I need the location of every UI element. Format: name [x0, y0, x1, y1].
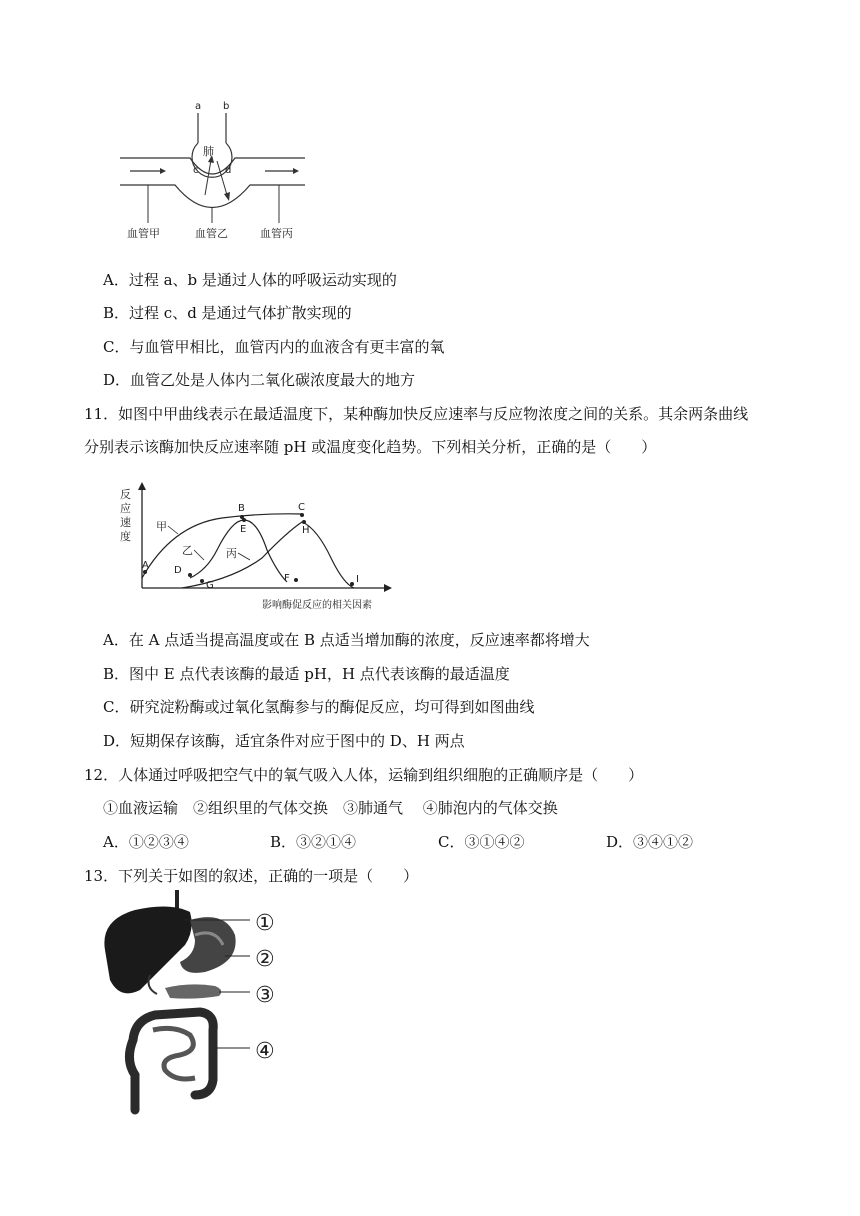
label-vessel-jia: 血管甲: [127, 227, 160, 240]
point-label-e: E: [240, 524, 247, 535]
enzyme-rate-graph: [112, 480, 402, 615]
marker-2: ②: [255, 947, 275, 972]
label-d: d: [225, 165, 232, 176]
point-label-b: B: [238, 503, 245, 514]
q12-options-row: [103, 832, 723, 852]
label-lung: 肺: [203, 145, 214, 158]
curve-label-yi: 乙: [182, 544, 193, 557]
marker-3: ③: [255, 983, 275, 1008]
curve-yi: [190, 520, 287, 582]
point-label-a: A: [142, 560, 149, 571]
point-d: [188, 573, 192, 577]
xlabel: 影响酶促反应的相关因素: [262, 600, 372, 611]
q12-option-c: C．③①④②: [438, 833, 525, 851]
lung-vessel-diagram: [115, 95, 315, 245]
point-i: [350, 582, 354, 586]
q11-stem-line1: 11．如图中甲曲线表示在最适温度下，某种酶加快反应速率与反应物浓度之间的关系。其余两条曲线: [84, 405, 749, 423]
point-label-i: I: [356, 574, 359, 585]
q12-option-d: D．③④①②: [606, 833, 694, 851]
q11-option-d: D．短期保存该酶，适宜条件对应于图中的 D、H 两点: [103, 732, 465, 750]
marker-1: ①: [255, 911, 275, 936]
small-intestine: [153, 1028, 195, 1079]
ylabel-char-4: 度: [120, 530, 131, 543]
label-b: b: [223, 101, 230, 112]
point-label-d: D: [174, 565, 182, 576]
point-label-h: H: [302, 525, 310, 536]
point-e: [242, 518, 246, 522]
point-f: [294, 578, 298, 582]
label-c: c: [193, 165, 199, 176]
q10-option-d: D．血管乙处是人体内二氧化碳浓度最大的地方: [103, 371, 416, 389]
q10-option-c: C．与血管甲相比，血管丙内的血液含有更丰富的氧: [103, 338, 445, 356]
point-g: [200, 579, 204, 583]
q10-option-b: B．过程 c、d 是通过气体扩散实现的: [103, 304, 352, 322]
q10-option-a: A．过程 a、b 是通过人体的呼吸运动实现的: [103, 271, 397, 289]
q12-option-a: A．①②③④: [103, 833, 189, 851]
curve-label-bing: 丙: [226, 547, 237, 560]
curve-bing: [182, 522, 354, 588]
q12-stem: 12．人体通过呼吸把空气中的氧气吸入人体，运输到组织细胞的正确顺序是（ ）: [84, 766, 644, 784]
point-h: [302, 520, 306, 524]
ylabel-char-1: 反: [120, 488, 131, 501]
curve-label-jia: 甲: [156, 520, 167, 533]
q13-stem: 13．下列关于如图的叙述，正确的一项是（ ）: [84, 867, 419, 885]
q11-option-c: C．研究淀粉酶或过氧化氢酶参与的酶促反应，均可得到如图曲线: [103, 698, 535, 716]
ylabel-char-2: 应: [120, 502, 131, 515]
digestive-system-diagram: [95, 890, 295, 1115]
q11-option-a: A．在 A 点适当提高温度或在 B 点适当增加酶的浓度，反应速率都将增大: [103, 631, 590, 649]
point-label-g: G: [206, 580, 214, 591]
label-vessel-bing: 血管丙: [260, 227, 293, 240]
q12-option-b: B．③②①④: [270, 833, 357, 851]
pancreas: [165, 984, 221, 998]
marker-4: ④: [255, 1039, 275, 1064]
label-vessel-yi: 血管乙: [195, 227, 228, 240]
q12-items: ①血液运输 ②组织里的气体交换 ③肺通气 ④肺泡内的气体交换: [103, 799, 558, 817]
point-label-c: C: [298, 502, 305, 513]
point-c: [300, 513, 304, 517]
point-label-f: F: [284, 573, 290, 584]
q11-option-b: B．图中 E 点代表该酶的最适 pH，H 点代表该酶的最适温度: [103, 665, 510, 683]
q11-stem-line2: 分别表示该酶加快反应速率随 pH 或温度变化趋势。下列相关分析，正确的是（ ）: [84, 438, 657, 456]
ylabel-char-3: 速: [120, 516, 131, 529]
label-a: a: [195, 101, 202, 112]
